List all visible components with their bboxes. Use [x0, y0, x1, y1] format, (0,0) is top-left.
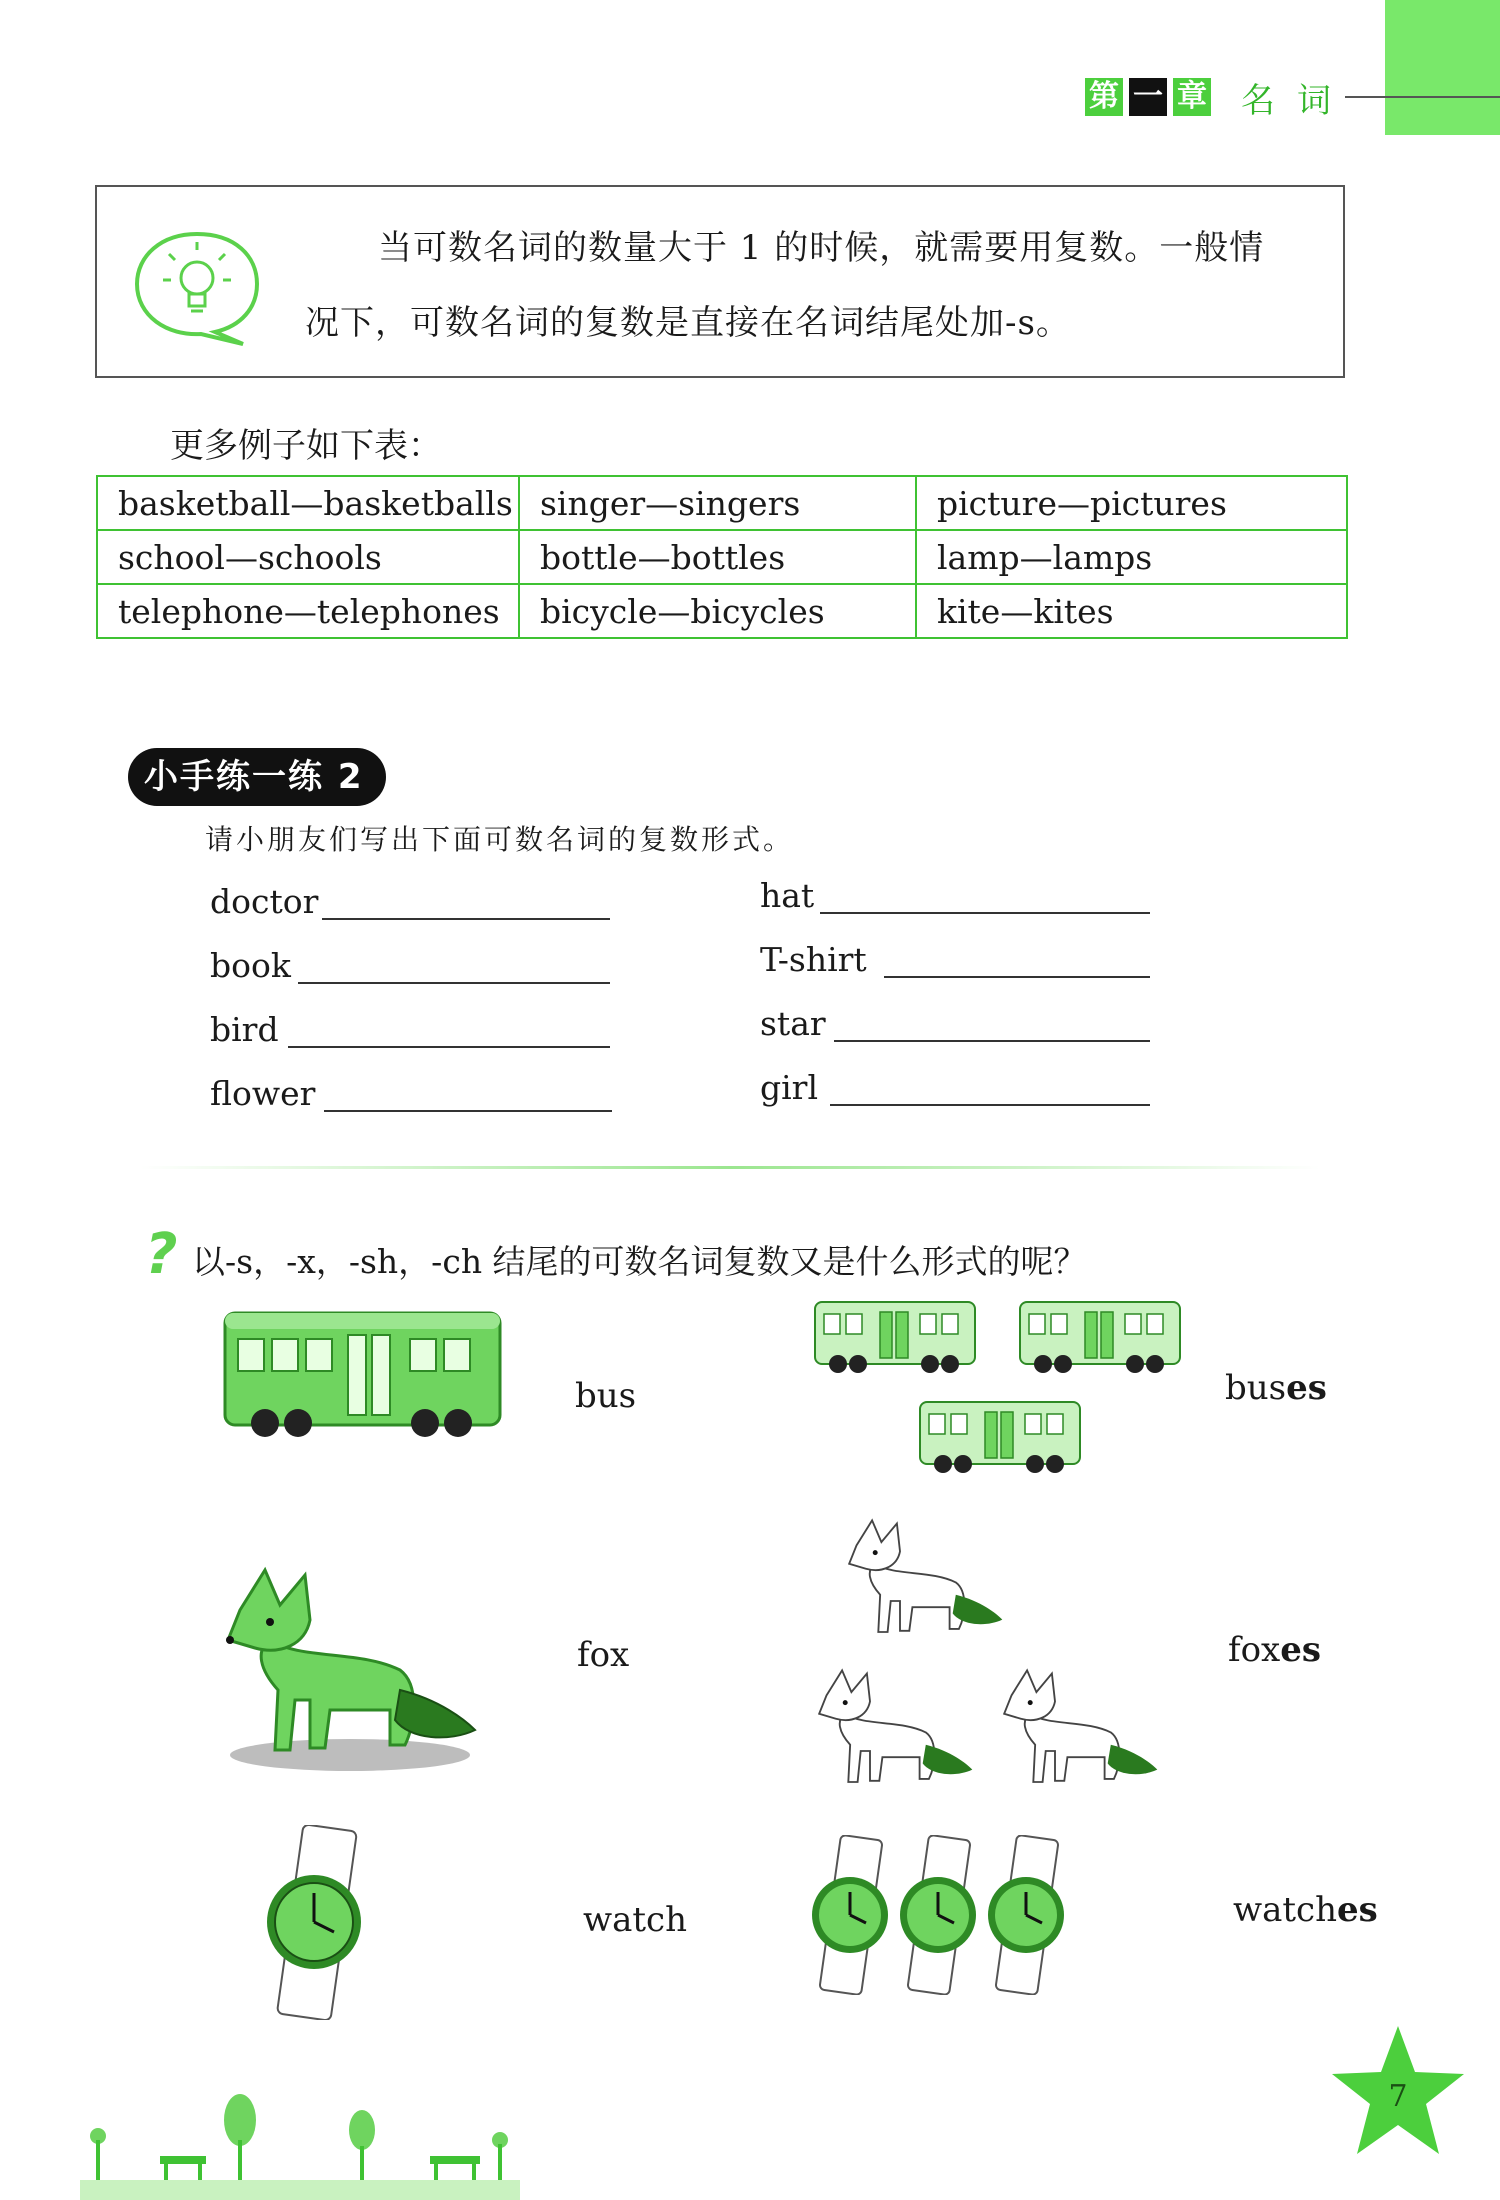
section-divider [140, 1166, 1320, 1169]
plural-stem: bus [1225, 1368, 1287, 1408]
singular-label: bus [575, 1376, 637, 1416]
plural-suffix: es [1286, 1368, 1327, 1408]
table-cell: lamp—lamps [916, 530, 1347, 584]
table-cell: kite—kites [916, 584, 1347, 638]
answer-blank[interactable] [298, 982, 610, 984]
header-rule [1345, 96, 1500, 98]
singular-label: watch [583, 1900, 687, 1940]
tip-box [95, 185, 1345, 378]
table-cell: bottle—bottles [519, 530, 916, 584]
answer-blank[interactable] [820, 912, 1150, 914]
table-cell: picture—pictures [916, 476, 1347, 530]
corner-tab [1385, 0, 1500, 135]
practice-word: flower [210, 1074, 316, 1113]
chapter-title: 名词 [1241, 80, 1353, 121]
practice-word: hat [760, 876, 815, 915]
practice-word: bird [210, 1010, 279, 1049]
practice-word: girl [760, 1068, 819, 1107]
answer-blank[interactable] [884, 976, 1150, 978]
table-cell: singer—singers [519, 476, 916, 530]
practice-word: book [210, 946, 291, 985]
table-cell: basketball—basketballs [97, 476, 519, 530]
table-row [97, 476, 1347, 530]
chapter-suffix: 章 [1173, 78, 1211, 116]
singular-label: fox [577, 1635, 630, 1675]
question-text: 以-s，-x，-sh，-ch 结尾的可数名词复数又是什么形式的呢？ [192, 1242, 1087, 1281]
fox-icon [210, 1550, 485, 1775]
park-decoration-icon [80, 2090, 520, 2200]
examples-table [96, 475, 1348, 639]
practice-instruction: 请小朋友们写出下面可数名词的复数形式。 [205, 823, 795, 856]
chapter-number: 一 [1129, 78, 1167, 116]
chapter-label [1085, 72, 1353, 122]
foxes-icon [808, 1508, 1183, 1793]
question-icon: ? [145, 1222, 178, 1287]
buses-icon [810, 1292, 1190, 1477]
chapter-prefix: 第 [1085, 78, 1123, 116]
plural-label [1228, 1630, 1321, 1670]
practice-badge: 小手练一练 2 [128, 748, 386, 806]
answer-blank[interactable] [830, 1104, 1150, 1106]
table-cell: telephone—telephones [97, 584, 519, 638]
tip-text-line-2: 况下，可数名词的复数是直接在名词结尾处加-s。 [305, 303, 1071, 343]
answer-blank[interactable] [324, 1110, 612, 1112]
lightbulb-icon [131, 228, 263, 348]
plural-stem: watch [1233, 1890, 1337, 1930]
tip-text-line-1: 当可数名词的数量大于 1 的时候，就需要用复数。一般情 [378, 228, 1265, 268]
plural-suffix: es [1280, 1630, 1322, 1670]
answer-blank[interactable] [322, 918, 610, 920]
bus-icon [220, 1305, 505, 1445]
practice-word: T-shirt [760, 940, 867, 979]
table-row [97, 530, 1347, 584]
answer-blank[interactable] [288, 1046, 610, 1048]
plural-suffix: es [1336, 1890, 1378, 1930]
examples-title: 更多例子如下表： [170, 426, 442, 466]
practice-word: doctor [210, 882, 319, 921]
table-cell: bicycle—bicycles [519, 584, 916, 638]
table-row [97, 584, 1347, 638]
plural-stem: fox [1228, 1630, 1281, 1670]
page-number-star [1328, 2022, 1468, 2162]
answer-blank[interactable] [834, 1040, 1150, 1042]
watches-icon [810, 1835, 1080, 1995]
plural-label [1225, 1368, 1327, 1408]
plural-label [1233, 1890, 1378, 1930]
watch-icon [262, 1825, 372, 2020]
table-cell: school—schools [97, 530, 519, 584]
page-number: 7 [1388, 2079, 1408, 2114]
practice-word: star [760, 1004, 826, 1043]
